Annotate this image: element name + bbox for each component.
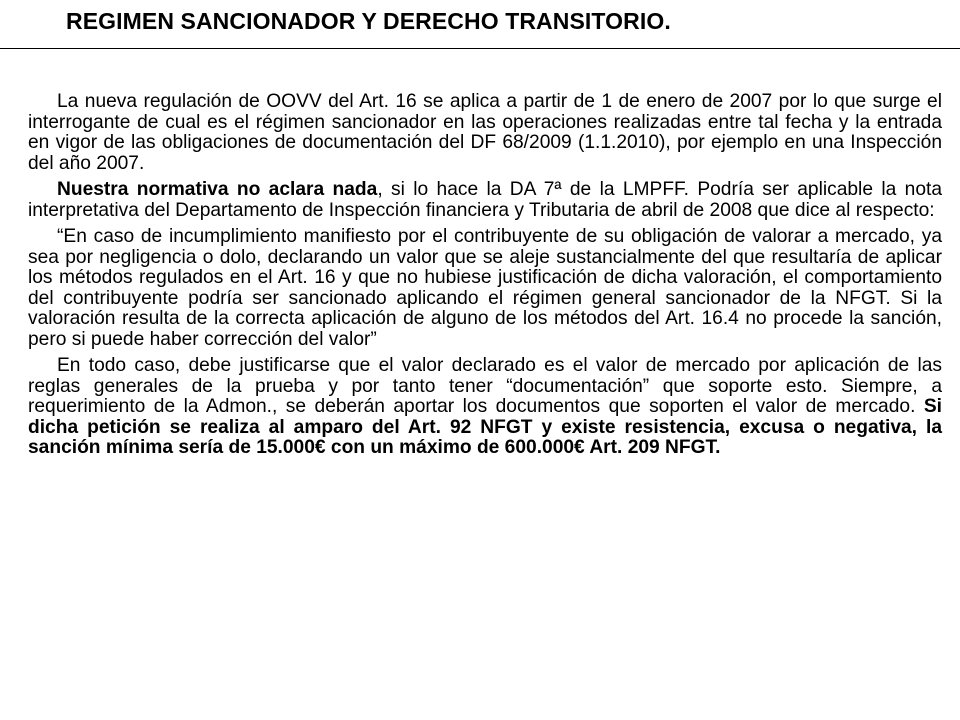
paragraph-justification-bold-tail: Si dicha petición se realiza al amparo del Art. 92 NFGT y existe resistencia, excusa o negativa, la sanción mínima sería de 15.000€ con un máximo de 600.000€ Art. 209 NFGT. xyxy=(28,396,942,458)
paragraph-normative xyxy=(28,180,942,221)
paragraph-normative-bold-lead: Nuestra normativa no aclara nada xyxy=(57,179,378,200)
paragraph-normative-text: , si lo hace la DA 7ª de la LMPFF. Podría ser aplicable la nota interpretativa del Departamento de Inspección financiera y Tributaria de abril de 2008 que dice al respecto: xyxy=(28,179,942,221)
paragraph-justification-text: En todo caso, debe justificarse que el valor declarado es el valor de mercado por aplicación de las reglas generales de la prueba y por tanto tener “documentación” que soporte esto. Siempre, a requerimiento de la Admon., se deberán aportar los documentos que soporten el valor de mercado. xyxy=(28,355,942,417)
slide-title: REGIMEN SANCIONADOR Y DERECHO TRANSITORIO. xyxy=(66,8,671,34)
paragraph-interpretive-note-quote: “En caso de incumplimiento manifiesto por el contribuyente de su obligación de valorar a mercado, ya sea por negligencia o dolo, declarando un valor que se aleje sustancialmente del que resultaría de aplicar los métodos regulados en el Art. 16 y que no hubiese justificación de dicha valoración, el comportamiento del contribuyente podría ser sancionado aplicando el régimen general sancionador de la NFGT. Si la valoración resulta de la correcta aplicación de alguno de los métodos del Art. 16.4 no procede la sanción, pero si puede haber corrección del valor” xyxy=(28,226,942,350)
title-divider xyxy=(0,48,960,49)
paragraph-justification xyxy=(28,356,942,459)
slide-body xyxy=(28,92,942,465)
paragraph-transitional-regime: La nueva regulación de OOVV del Art. 16 se aplica a partir de 1 de enero de 2007 por lo que surge el interrogante de cual es el régimen sancionador en las operaciones realizadas entre tal fecha y la entrada en vigor de las obligaciones de documentación del DF 68/2009 (1.1.2010), por ejemplo en una Inspección del año 2007. xyxy=(28,91,942,174)
